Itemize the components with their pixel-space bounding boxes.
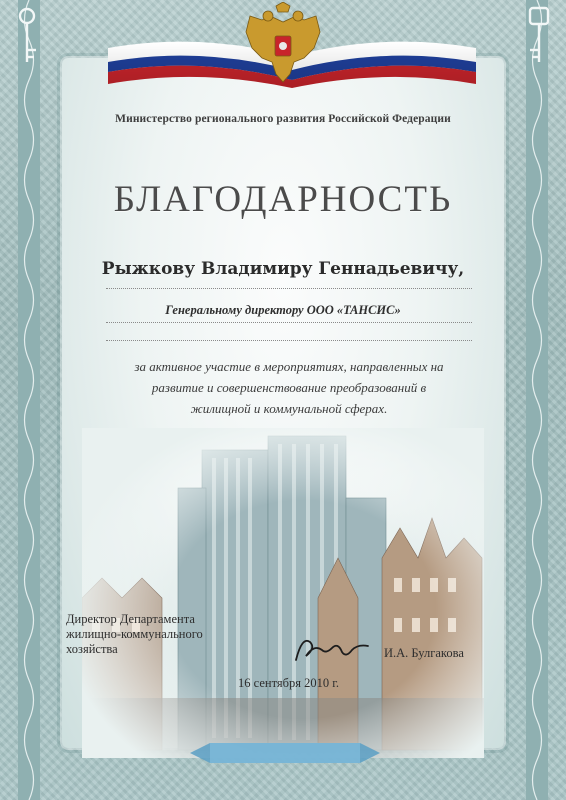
recipient-position: Генеральному директору ООО «ТАНСИС» [165,303,401,317]
reason-text [106,356,472,419]
position-underline [106,322,472,323]
blank-dotted-line [106,340,472,341]
ornamental-key-icon [522,6,556,66]
double-headed-eagle-emblem [240,2,326,88]
signatory-name: И.А. Булгакова [384,646,464,660]
bottom-ribbon-ornament [190,735,380,771]
reason-line: за активное участие в мероприятиях, направленных на [134,359,444,374]
signatory-title [66,612,203,657]
signatory-title-line: жилищно-коммунального [66,627,203,641]
handwritten-signature [292,632,372,668]
city-buildings-illustration [82,428,484,758]
recipient-underline [106,288,472,289]
reason-line: жилищной и коммунальной сферах. [190,401,388,416]
ornamental-key-icon [10,6,44,66]
certificate-title: БЛАГОДАРНОСТЬ [113,179,453,220]
signatory-title-line: Директор Департамента [66,612,195,626]
signatory-title-line: хозяйства [66,642,118,656]
issue-date: 16 сентября 2010 г. [238,676,340,690]
reason-line: развитие и совершенствование преобразований в [151,380,427,395]
recipient-name: Рыжкову Владимиру Геннадьевичу, [101,259,465,279]
ministry-name: Министерство регионального развития Российской Федерации [115,113,451,125]
